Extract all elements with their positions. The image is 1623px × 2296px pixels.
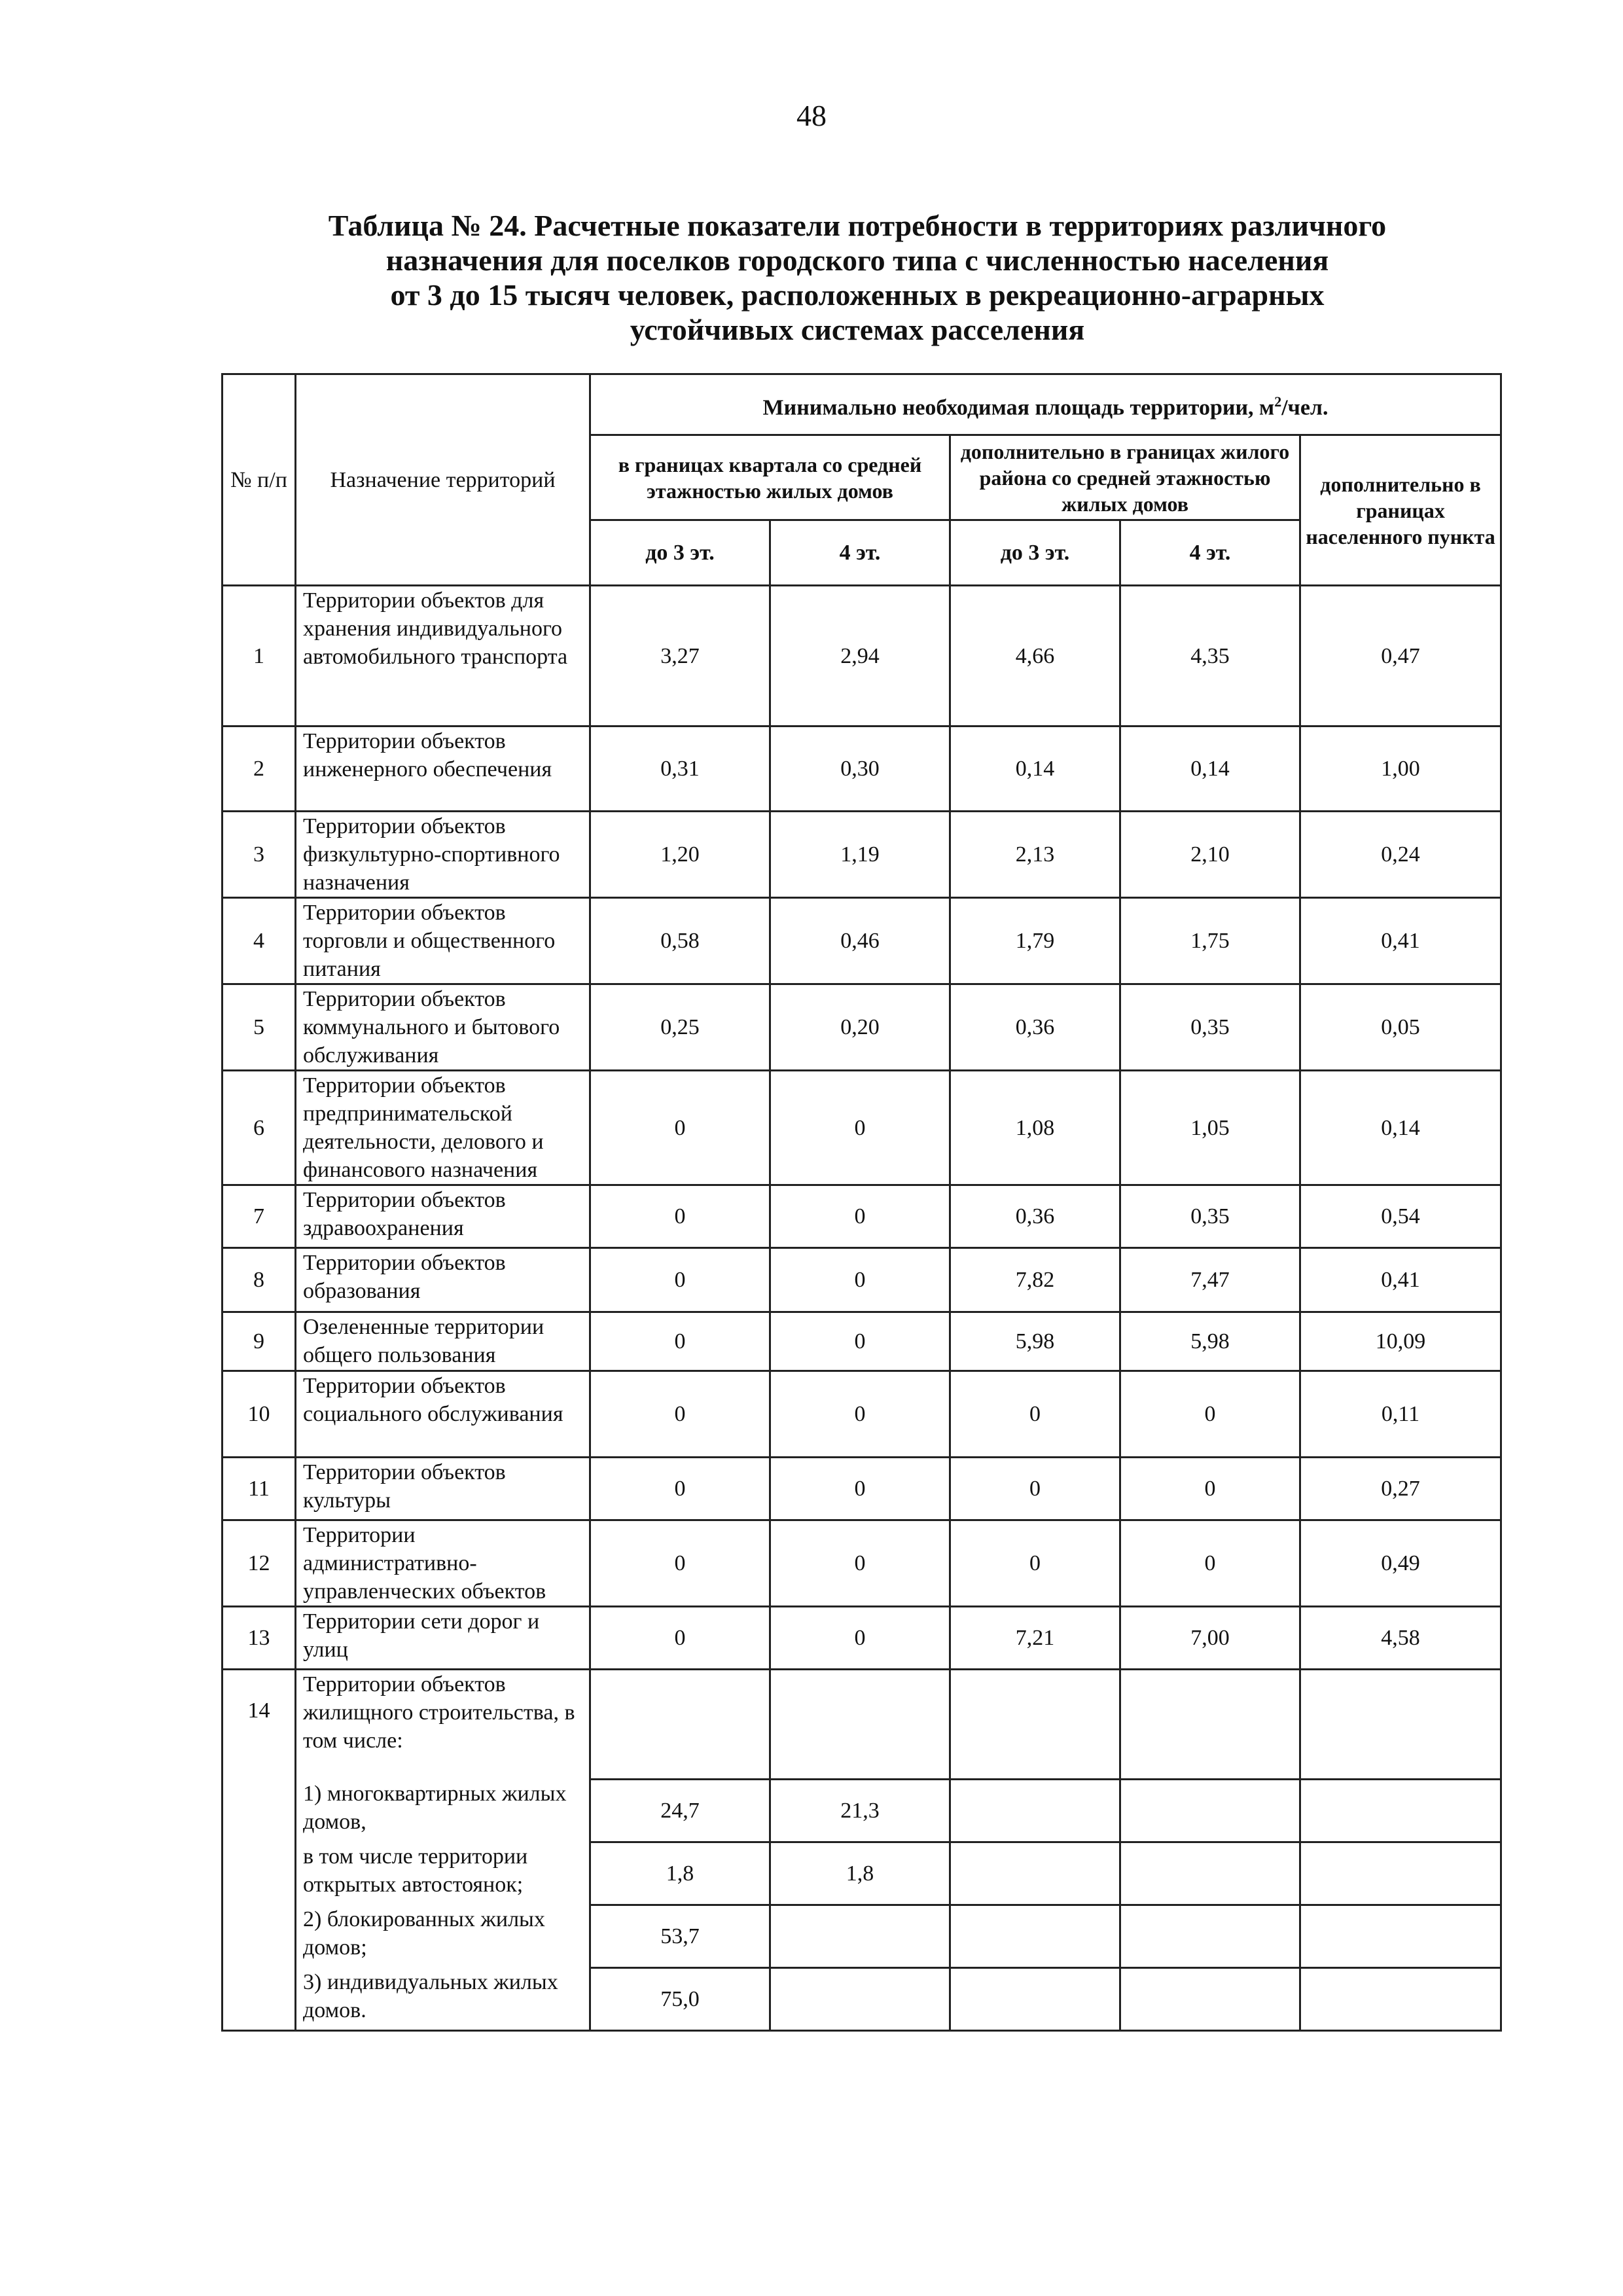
empty-cell bbox=[1300, 1842, 1501, 1905]
value-settlement: 0,14 bbox=[1300, 1071, 1501, 1185]
empty-cell bbox=[1120, 1670, 1300, 1780]
value-settlement: 0,41 bbox=[1300, 1248, 1501, 1312]
header-floors-4-quarter: 4 эт. bbox=[770, 520, 950, 586]
page-number: 48 bbox=[796, 99, 827, 132]
value-district-4: 0,35 bbox=[1120, 1185, 1300, 1248]
value-district-upto3: 1,08 bbox=[950, 1071, 1120, 1185]
value-quarter-4: 0 bbox=[770, 1371, 950, 1458]
row-number: 7 bbox=[223, 1185, 296, 1248]
value-quarter-4: 2,94 bbox=[770, 586, 950, 726]
value-quarter-upto3: 24,7 bbox=[590, 1780, 770, 1842]
empty-cell bbox=[1120, 1780, 1300, 1842]
title-line-2: назначения для поселков городского типа с численностью населения bbox=[385, 243, 1329, 277]
value-settlement: 0,49 bbox=[1300, 1520, 1501, 1607]
territory-purpose: Территории объектов торговли и общественного питания bbox=[296, 898, 590, 984]
value-district-4: 1,05 bbox=[1120, 1071, 1300, 1185]
value-settlement: 0,27 bbox=[1300, 1458, 1501, 1520]
table-row bbox=[223, 1185, 1501, 1248]
empty-cell bbox=[1300, 1670, 1501, 1780]
table-row bbox=[223, 984, 1501, 1071]
subcategory-name: 1) многоквартирных жилых домов, bbox=[296, 1780, 590, 1842]
subcategory-name: в том числе территории открытых автостоянок; bbox=[296, 1842, 590, 1905]
value-quarter-4: 1,19 bbox=[770, 812, 950, 898]
value-quarter-4 bbox=[770, 1968, 950, 2031]
territory-purpose: Территории объектов образования bbox=[296, 1248, 590, 1312]
value-quarter-upto3: 53,7 bbox=[590, 1905, 770, 1968]
value-quarter-4: 0,20 bbox=[770, 984, 950, 1071]
row-number: 13 bbox=[223, 1607, 296, 1670]
table-row bbox=[223, 1607, 1501, 1670]
value-settlement: 0,54 bbox=[1300, 1185, 1501, 1248]
value-settlement: 0,47 bbox=[1300, 586, 1501, 726]
value-settlement: 0,41 bbox=[1300, 898, 1501, 984]
row-number: 8 bbox=[223, 1248, 296, 1312]
territory-purpose: Озелененные территории общего пользования bbox=[296, 1312, 590, 1371]
value-settlement: 10,09 bbox=[1300, 1312, 1501, 1371]
territory-purpose: Территории сети дорог и улиц bbox=[296, 1607, 590, 1670]
empty-cell bbox=[1120, 1905, 1300, 1968]
value-district-4: 7,47 bbox=[1120, 1248, 1300, 1312]
table-subrow bbox=[223, 1842, 1501, 1905]
row-number: 14 bbox=[223, 1670, 296, 2031]
table-row bbox=[223, 1071, 1501, 1185]
value-settlement: 0,24 bbox=[1300, 812, 1501, 898]
row-number: 2 bbox=[223, 726, 296, 812]
value-quarter-upto3: 0 bbox=[590, 1458, 770, 1520]
value-settlement: 4,58 bbox=[1300, 1607, 1501, 1670]
value-district-upto3: 0 bbox=[950, 1458, 1120, 1520]
table-subrow bbox=[223, 1968, 1501, 2031]
value-district-4: 4,35 bbox=[1120, 586, 1300, 726]
territory-purpose: Территории объектов коммунального и бытового обслуживания bbox=[296, 984, 590, 1071]
value-quarter-upto3: 0,31 bbox=[590, 726, 770, 812]
territory-purpose: Территории объектов жилищного строительства, в том числе: bbox=[296, 1670, 590, 1780]
value-quarter-upto3: 75,0 bbox=[590, 1968, 770, 2031]
value-district-upto3: 7,21 bbox=[950, 1607, 1120, 1670]
header-purpose: Назначение территорий bbox=[296, 374, 590, 586]
empty-cell bbox=[950, 1905, 1120, 1968]
table-row bbox=[223, 726, 1501, 812]
value-quarter-upto3: 3,27 bbox=[590, 586, 770, 726]
territory-purpose: Территории объектов для хранения индивидуального автомобильного транспорта bbox=[296, 586, 590, 726]
header-area-sup: 2 bbox=[1274, 393, 1282, 410]
header-quarter: в границах квартала со средней этажностью жилых домов bbox=[590, 435, 950, 520]
table-row bbox=[223, 1312, 1501, 1371]
empty-cell bbox=[950, 1968, 1120, 2031]
value-settlement: 0,05 bbox=[1300, 984, 1501, 1071]
value-district-4: 0 bbox=[1120, 1520, 1300, 1607]
title-line-3: от 3 до 15 тысяч человек, расположенных в рекреационно-аграрных bbox=[390, 278, 1325, 312]
value-district-4: 0,35 bbox=[1120, 984, 1300, 1071]
row-number: 3 bbox=[223, 812, 296, 898]
row-number: 4 bbox=[223, 898, 296, 984]
empty-cell bbox=[1300, 1968, 1501, 2031]
row-number: 6 bbox=[223, 1071, 296, 1185]
value-district-upto3: 0 bbox=[950, 1371, 1120, 1458]
empty-cell bbox=[950, 1780, 1120, 1842]
title-line-1: Таблица № 24. Расчетные показатели потребности в территориях различного bbox=[328, 209, 1387, 242]
value-quarter-4: 1,8 bbox=[770, 1842, 950, 1905]
table-row bbox=[223, 812, 1501, 898]
value-quarter-upto3: 1,8 bbox=[590, 1842, 770, 1905]
value-quarter-4: 0 bbox=[770, 1312, 950, 1371]
empty-cell bbox=[1300, 1780, 1501, 1842]
table-row bbox=[223, 898, 1501, 984]
value-quarter-4: 21,3 bbox=[770, 1780, 950, 1842]
table-row bbox=[223, 1520, 1501, 1607]
value-district-4: 1,75 bbox=[1120, 898, 1300, 984]
empty-cell bbox=[1300, 1905, 1501, 1968]
subcategory-name: 2) блокированных жилых домов; bbox=[296, 1905, 590, 1968]
table-title bbox=[249, 208, 1466, 347]
territory-purpose: Территории объектов предпринимательской деятельности, делового и финансового назначения bbox=[296, 1071, 590, 1185]
territory-purpose: Территории объектов социального обслуживания bbox=[296, 1371, 590, 1458]
table-row bbox=[223, 1248, 1501, 1312]
value-quarter-4: 0 bbox=[770, 1520, 950, 1607]
territory-purpose: Территории объектов физкультурно-спортивного назначения bbox=[296, 812, 590, 898]
territory-purpose: Территории объектов инженерного обеспечения bbox=[296, 726, 590, 812]
value-quarter-upto3: 0,58 bbox=[590, 898, 770, 984]
territory-purpose: Территории объектов здравоохранения bbox=[296, 1185, 590, 1248]
subcategory-name: 3) индивидуальных жилых домов. bbox=[296, 1968, 590, 2031]
value-quarter-upto3: 0,25 bbox=[590, 984, 770, 1071]
empty-cell bbox=[590, 1670, 770, 1780]
value-quarter-upto3: 0 bbox=[590, 1371, 770, 1458]
value-district-upto3: 0,36 bbox=[950, 984, 1120, 1071]
value-quarter-4: 0 bbox=[770, 1458, 950, 1520]
row-number: 12 bbox=[223, 1520, 296, 1607]
row-number: 11 bbox=[223, 1458, 296, 1520]
table-row bbox=[223, 1670, 1501, 1780]
value-district-upto3: 0,36 bbox=[950, 1185, 1120, 1248]
header-area-suffix: /чел. bbox=[1281, 395, 1329, 420]
value-quarter-upto3: 0 bbox=[590, 1312, 770, 1371]
value-district-upto3: 7,82 bbox=[950, 1248, 1120, 1312]
header-row-1 bbox=[223, 374, 1501, 435]
territory-purpose: Территории административно-управленческих объектов bbox=[296, 1520, 590, 1607]
value-settlement: 1,00 bbox=[1300, 726, 1501, 812]
value-quarter-upto3: 0 bbox=[590, 1248, 770, 1312]
table-row bbox=[223, 1458, 1501, 1520]
value-quarter-upto3: 0 bbox=[590, 1520, 770, 1607]
row-number: 1 bbox=[223, 586, 296, 726]
table-row bbox=[223, 586, 1501, 726]
value-quarter-upto3: 0 bbox=[590, 1071, 770, 1185]
header-floors-upto3-quarter: до 3 эт. bbox=[590, 520, 770, 586]
value-quarter-upto3: 1,20 bbox=[590, 812, 770, 898]
table-subrow bbox=[223, 1780, 1501, 1842]
header-settlement: дополнительно в границах населенного пункта bbox=[1300, 435, 1501, 586]
value-district-4: 2,10 bbox=[1120, 812, 1300, 898]
empty-cell bbox=[1120, 1842, 1300, 1905]
value-district-upto3: 4,66 bbox=[950, 586, 1120, 726]
header-area-group bbox=[590, 374, 1501, 435]
value-district-4: 0,14 bbox=[1120, 726, 1300, 812]
value-quarter-4 bbox=[770, 1905, 950, 1968]
table-row bbox=[223, 1371, 1501, 1458]
header-floors-4-district: 4 эт. bbox=[1120, 520, 1300, 586]
value-settlement: 0,11 bbox=[1300, 1371, 1501, 1458]
value-district-upto3: 2,13 bbox=[950, 812, 1120, 898]
header-district: дополнительно в границах жилого района со средней этажностью жилых домов bbox=[950, 435, 1300, 520]
empty-cell bbox=[1120, 1968, 1300, 2031]
title-line-4: устойчивых системах расселения bbox=[630, 313, 1085, 346]
row-number: 5 bbox=[223, 984, 296, 1071]
value-district-4: 0 bbox=[1120, 1458, 1300, 1520]
empty-cell bbox=[950, 1842, 1120, 1905]
value-district-upto3: 0 bbox=[950, 1520, 1120, 1607]
value-district-4: 5,98 bbox=[1120, 1312, 1300, 1371]
norms-table bbox=[221, 373, 1502, 2032]
value-district-upto3: 5,98 bbox=[950, 1312, 1120, 1371]
empty-cell bbox=[770, 1670, 950, 1780]
value-quarter-upto3: 0 bbox=[590, 1185, 770, 1248]
value-district-upto3: 0,14 bbox=[950, 726, 1120, 812]
header-num: № п/п bbox=[223, 374, 296, 586]
row-number: 9 bbox=[223, 1312, 296, 1371]
header-floors-upto3-district: до 3 эт. bbox=[950, 520, 1120, 586]
value-quarter-4: 0 bbox=[770, 1185, 950, 1248]
value-quarter-upto3: 0 bbox=[590, 1607, 770, 1670]
value-quarter-4: 0,30 bbox=[770, 726, 950, 812]
value-quarter-4: 0 bbox=[770, 1248, 950, 1312]
value-district-4: 0 bbox=[1120, 1371, 1300, 1458]
value-quarter-4: 0,46 bbox=[770, 898, 950, 984]
value-quarter-4: 0 bbox=[770, 1071, 950, 1185]
value-quarter-4: 0 bbox=[770, 1607, 950, 1670]
value-district-4: 7,00 bbox=[1120, 1607, 1300, 1670]
row-number: 10 bbox=[223, 1371, 296, 1458]
empty-cell bbox=[950, 1670, 1120, 1780]
territory-purpose: Территории объектов культуры bbox=[296, 1458, 590, 1520]
table-subrow bbox=[223, 1905, 1501, 1968]
header-area-prefix: Минимально необходимая площадь территории, м bbox=[762, 395, 1275, 420]
value-district-upto3: 1,79 bbox=[950, 898, 1120, 984]
